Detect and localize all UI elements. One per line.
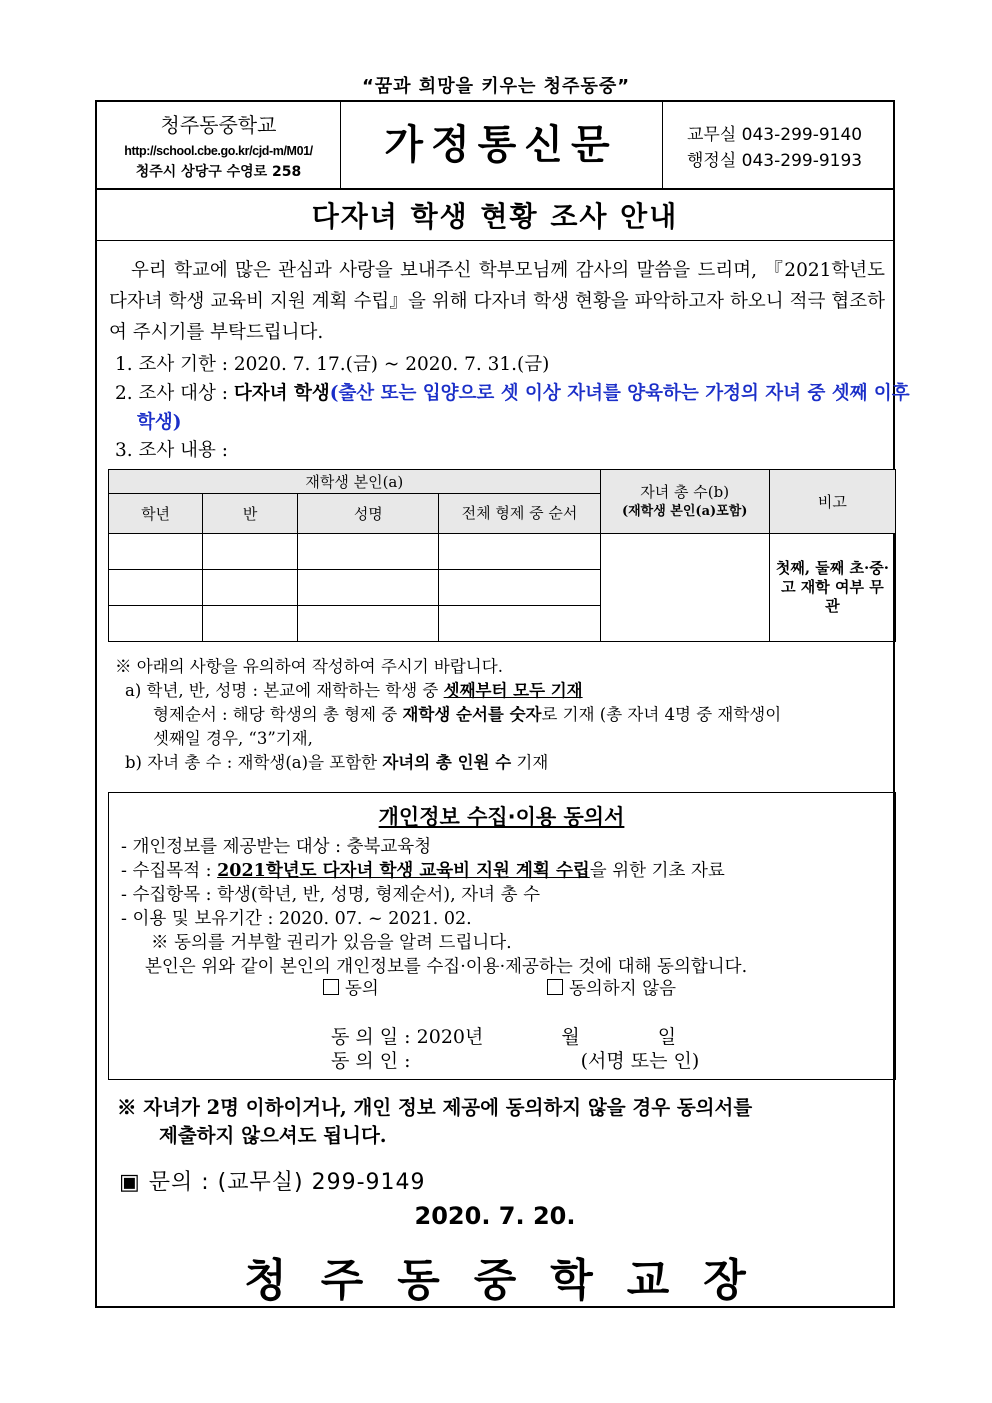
cell-class-3[interactable] <box>203 606 298 642</box>
consent-title <box>109 801 894 831</box>
col-note: 비고 <box>769 470 895 534</box>
inquiry-contact: ▣ 문의 : (교무실) 299-9149 <box>119 1170 426 1195</box>
cell-order-2[interactable] <box>439 570 600 606</box>
cell-class-2[interactable] <box>203 570 298 606</box>
contact-phones <box>687 122 862 174</box>
consent-form <box>108 792 896 1080</box>
note-a-bold: 셋째부터 모두 기재 <box>443 681 583 700</box>
phone-admin: 행정실 043-299-9193 <box>687 151 863 171</box>
date-day[interactable]: 일 <box>657 1026 677 1048</box>
note-b-suffix: 기재 <box>511 753 549 772</box>
note-b <box>115 751 885 775</box>
notes-lead: ※ 아래의 사항을 유의하여 작성하여 주시기 바랍니다. <box>115 657 503 676</box>
cell-grade-3[interactable] <box>109 606 203 642</box>
school-info <box>97 102 341 188</box>
col-name: 성명 <box>298 494 439 534</box>
signature-label[interactable]: (서명 또는 인) <box>580 1050 700 1072</box>
person-label: 동 의 인 : <box>331 1050 411 1072</box>
footer-note-line1: ※ 자녀가 2명 이하이거나, 개인 정보 제공에 동의하지 않을 경우 동의서를 <box>117 1096 753 1119</box>
consent-recipient: - 개인정보를 제공받는 대상 : 충북교육청 <box>121 837 432 857</box>
target-bold: 다자녀 학생 <box>233 383 330 404</box>
agree-option[interactable] <box>323 975 379 1000</box>
purpose-bold: 2021학년도 다자녀 학생 교육비 지원 계획 수립 <box>217 861 590 881</box>
consent-lines <box>121 835 747 979</box>
consent-statement: 본인은 위와 같이 본인의 개인정보를 수집·이용·제공하는 것에 대해 동의합니다. <box>145 957 748 977</box>
cell-grade-2[interactable] <box>109 570 203 606</box>
cell-order-1[interactable] <box>439 534 600 570</box>
disagree-checkbox[interactable] <box>547 979 563 995</box>
agree-checkbox[interactable] <box>323 979 339 995</box>
consent-title-text: 개인정보 수집·이용 동의서 <box>378 805 625 829</box>
issue-date: 2020. 7. 20. <box>414 1202 576 1230</box>
date-year[interactable]: 2020년 <box>416 1026 484 1048</box>
item-target <box>115 379 912 437</box>
consent-period: - 이용 및 보유기간 : 2020. 07. ~ 2021. 02. <box>121 909 472 929</box>
item-period: 1. 조사 기한 : 2020. 7. 17.(금) ~ 2020. 7. 31.(금) <box>115 354 550 375</box>
consent-person-row <box>331 1049 699 1073</box>
title-divider <box>97 240 893 241</box>
cell-total[interactable] <box>600 534 769 642</box>
group-header: 재학생 본인(a) <box>109 470 601 494</box>
target-detail: (출산 또는 입양으로 셋 이상 자녀를 양육하는 가정의 자녀 중 셋째 이후 학생) <box>137 383 910 433</box>
col-total-label: 자녀 총 수(b) <box>640 482 730 501</box>
consent-signature-block <box>331 1025 699 1073</box>
cell-grade-1[interactable] <box>109 534 203 570</box>
note-a-prefix: a) 학년, 반, 성명 : 본교에 재학하는 학생 중 <box>125 681 444 700</box>
col-grade: 학년 <box>109 494 203 534</box>
principal-signature: 청주동중학교장 <box>244 1255 780 1306</box>
consent-items: - 수집항목 : 학생(학년, 반, 성명, 형제순서), 자녀 총 수 <box>121 885 540 905</box>
school-name: 청주동중학교 <box>160 113 277 137</box>
date-label: 동 의 일 : <box>331 1026 411 1048</box>
note-b-bold: 자녀의 총 인원 수 <box>382 753 512 772</box>
footer-note <box>117 1094 752 1150</box>
purpose-prefix: - 수집목적 : <box>121 861 218 881</box>
footer-note-line2: 제출하지 않으셔도 됩니다. <box>159 1124 387 1147</box>
consent-purpose <box>121 859 747 883</box>
cell-name-2[interactable] <box>298 570 439 606</box>
col-total-sub: (재학생 본인(a)포함) <box>621 503 748 519</box>
note-a <box>115 679 885 703</box>
note-order-line2: 셋째일 경우, “3”기재, <box>153 729 313 748</box>
date-month[interactable]: 월 <box>561 1026 580 1048</box>
note-order-bold: 재학생 순서를 숫자 <box>402 705 542 724</box>
note-b-prefix: b) 자녀 총 수 : 재학생(a)을 포함한 <box>125 753 383 772</box>
col-class: 반 <box>203 494 298 534</box>
agree-label: 동의 <box>345 979 379 999</box>
cell-order-3[interactable] <box>439 606 600 642</box>
disagree-option[interactable] <box>547 975 676 1000</box>
purpose-suffix: 을 위한 기초 자료 <box>589 861 725 881</box>
cell-name-3[interactable] <box>298 606 439 642</box>
disagree-label: 동의하지 않음 <box>569 979 676 999</box>
cell-class-1[interactable] <box>203 534 298 570</box>
school-motto: “꿈과 희망을 키우는 청주동중” <box>361 76 631 97</box>
note-order-suffix: 로 기재 (총 자녀 4명 중 재학생이 <box>541 705 782 724</box>
intro-paragraph: 우리 학교에 많은 관심과 사랑을 보내주신 학부모님께 감사의 말씀을 드리며, 『2021학년도 다자녀 학생 교육비 지원 계획 수립』을 위해 다자녀 학생 현황을 파악하고자 하오니 적극 협조하여 주시기를 부탁드립니다. <box>109 260 885 343</box>
letter-header <box>97 102 893 190</box>
school-url[interactable]: http://school.cbe.go.kr/cjd-m/M01/ <box>124 144 313 158</box>
phone-academic: 교무실 043-299-9140 <box>687 125 863 145</box>
col-total <box>600 470 769 534</box>
survey-table <box>108 469 896 642</box>
note-value: 첫째, 둘째 초·중·고 재학 여부 무관 <box>769 534 895 642</box>
cell-name-1[interactable] <box>298 534 439 570</box>
page-title: 다자녀 학생 현황 조사 안내 <box>311 200 679 233</box>
doc-type: 가정통신문 <box>340 102 663 188</box>
consent-right: ※ 동의를 거부할 권리가 있음을 알려 드립니다. <box>151 933 512 953</box>
target-prefix: 2. 조사 대상 : <box>115 383 234 404</box>
school-address: 청주시 상당구 수영로 258 <box>135 164 302 180</box>
consent-date-row <box>331 1025 699 1049</box>
newsletter-frame <box>95 100 910 1308</box>
note-order <box>115 703 885 727</box>
note-order-prefix: 형제순서 : 해당 학생의 총 형제 중 <box>153 705 403 724</box>
col-order: 전체 형제 중 순서 <box>439 494 600 534</box>
notes <box>115 655 885 775</box>
item-content: 3. 조사 내용 : <box>115 440 229 461</box>
